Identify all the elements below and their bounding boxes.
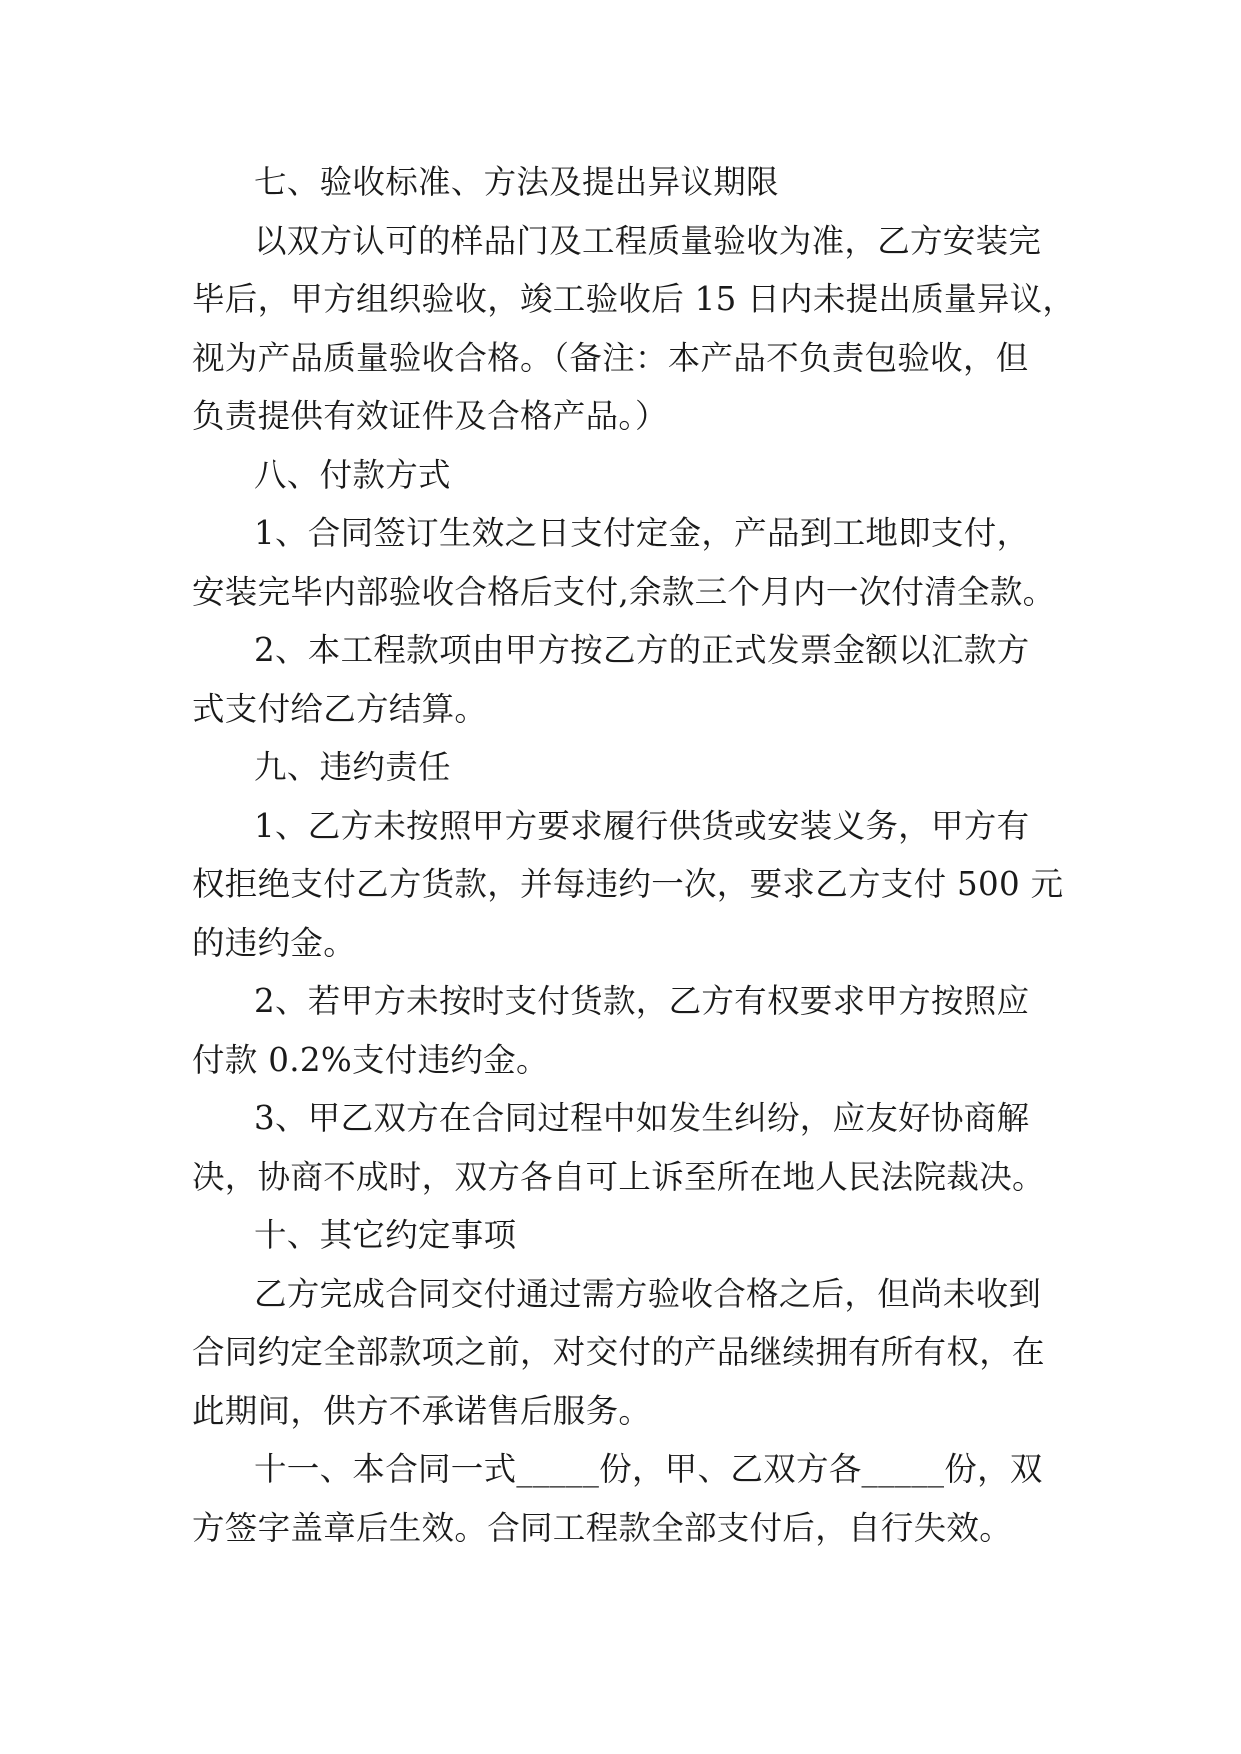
paragraph-line: 视为产品质量验收合格。（备注：本产品不负责包验收，但	[192, 338, 1029, 377]
paragraph-line: 毕后，甲方组织验收，竣工验收后 15 日内未提出质量异议，	[192, 280, 1076, 318]
paragraph-line: 乙方完成合同交付通过需方验收合格之后，但尚未收到	[254, 1274, 1042, 1313]
paragraph-line: 付款 0.2%支付违约金。	[192, 1040, 549, 1079]
paragraph-line: 的违约金。	[192, 923, 357, 962]
section-heading-liability: 九、违约责任	[254, 748, 451, 786]
paragraph-line: 权拒绝支付乙方货款，并每违约一次，要求乙方支付 500 元	[192, 865, 1064, 903]
document-page	[192, 153, 1076, 1557]
paragraph-line: 安装完毕内部验收合格后支付,余款三个月内一次付清全款。	[192, 572, 1056, 611]
paragraph-line: 以双方认可的样品门及工程质量验收为准，乙方安装完	[254, 221, 1042, 260]
section-heading-payment: 八、付款方式	[254, 455, 451, 494]
paragraph-line: 合同约定全部款项之前，对交付的产品继续拥有所有权，在	[192, 1333, 1045, 1371]
section-heading-acceptance: 七、验收标准、方法及提出异议期限	[254, 163, 779, 201]
paragraph-line: 负责提供有效证件及合格产品。）	[192, 397, 668, 435]
section-heading-copies: 十一、本合同一式_____份，甲、乙双方各_____份，双	[254, 1450, 1043, 1488]
paragraph-line: 此期间，供方不承诺售后服务。	[192, 1391, 652, 1430]
paragraph-line: 2、本工程款项由甲方按乙方的正式发票金额以汇款方	[254, 631, 1030, 669]
paragraph-line: 方签字盖章后生效。合同工程款全部支付后，自行失效。	[192, 1508, 1013, 1547]
paragraph-line: 1、乙方未按照甲方要求履行供货或安装义务，甲方有	[254, 806, 1030, 845]
paragraph-line: 1、合同签订生效之日支付定金，产品到工地即支付，	[254, 514, 1030, 552]
paragraph-line: 2、若甲方未按时支付货款，乙方有权要求甲方按照应	[254, 982, 1030, 1020]
paragraph-line: 3、甲乙双方在合同过程中如发生纠纷，应友好协商解	[254, 1099, 1030, 1137]
section-heading-other-terms: 十、其它约定事项	[254, 1216, 517, 1254]
paragraph-line: 决，协商不成时，双方各自可上诉至所在地人民法院裁决。	[192, 1157, 1045, 1196]
paragraph-line: 式支付给乙方结算。	[192, 689, 488, 728]
